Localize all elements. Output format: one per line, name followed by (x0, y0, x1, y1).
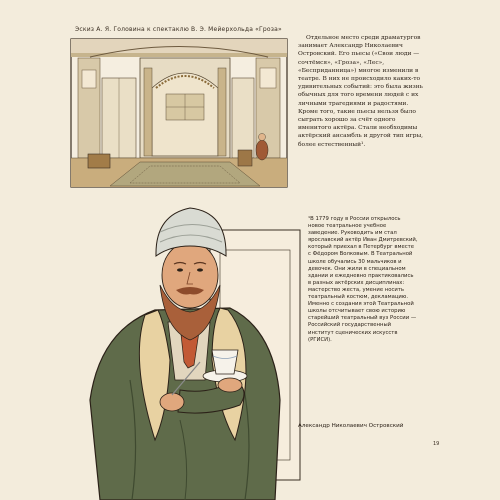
portrait-caption: Александр Николаевич Островский (298, 423, 404, 429)
stage-sketch-illustration (70, 38, 288, 188)
main-paragraph: Отдельное место среди драматургов занимает Александр Николаевич Островский. Его пьесы («Свои люди — сочтёмся», «Гроза», «Лес», «Бесприданница») многое изменили в театре. В них не происходило каких-то удивительных событий: это была жизнь обычных для того времени людей с их личными трагедиями и радостями. Кроме того, такие пьесы нельзя было сыграть хорошо за счёт одного именитого актёра. Стали необходимы актёрский ансамбль и другой тип игры, более естественный¹. (298, 35, 424, 148)
sketch-caption: Эскиз А. Я. Головина к спектаклю В. Э. Мейерхольда «Гроза» (75, 26, 282, 33)
ostrovsky-portrait-illustration (60, 190, 322, 500)
footnote-text: ¹В 1779 году в России открылось новое театральное учебное заведение. Руководить им стал ярославский актёр Иван Дмитревский, который приехал в Петербург вместе с Фёдором Волковым. В Театральной школе обучались 30 мальчиков и девочек. Они жили в специальном здании и ежедневно практиковались в разных актёрских дисциплинах: мастерство жеста, умение носить театральный костюм, декламацию. Именно с создания этой Театральной школы отсчитывает свою историю старейший театральный вуз России — Российский государственный институт сценических искусств (РГИСИ). (308, 216, 418, 343)
page-number: 19 (433, 441, 440, 447)
main-text (298, 34, 424, 149)
footnote (308, 216, 418, 344)
